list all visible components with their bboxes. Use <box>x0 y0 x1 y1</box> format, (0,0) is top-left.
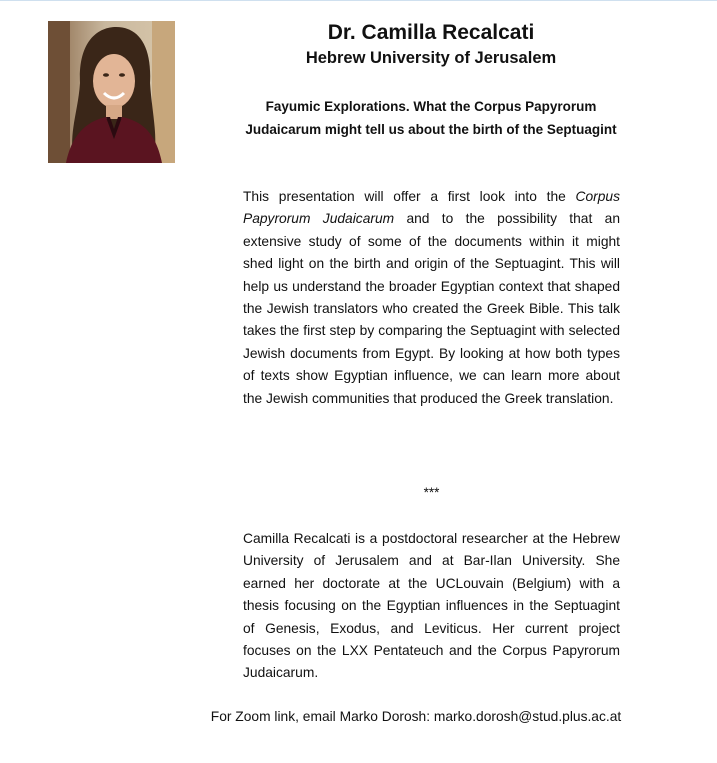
speaker-affiliation: Hebrew University of Jerusalem <box>305 49 557 67</box>
zoom-contact-line: For Zoom link, email Marko Dorosh: marko.dorosh@stud.plus.ac.at <box>210 709 622 724</box>
abstract-text-rest: and to the possibility that an extensive study of some of the documents within it might shed light on the birth and origin of the Septuagint. This will help us understand the broader Egyptian context that shaped the Jewish translators who created the Greek Bible. This talk takes the first step by comparing the Septuagint with selected Jewish documents from Egypt. By looking at how both types of texts show Egyptian influence, we can learn more about the Jewish communities that produced the Greek translation. <box>243 211 620 406</box>
speaker-photo <box>48 21 175 163</box>
talk-title: Fayumic Explorations. What the Corpus Papyrorum Judaicarum might tell us about the birth of the Septuagint <box>245 99 617 137</box>
speaker-name: Dr. Camilla Recalcati <box>327 21 535 44</box>
abstract-italic-title: Corpus Papyrorum Judaicarum <box>243 189 620 227</box>
abstract-text-start: This presentation will offer a first look into the <box>243 189 576 204</box>
speaker-bio: Camilla Recalcati is a postdoctoral researcher at the Hebrew University of Jerusalem and at Bar-Ilan University. She earned her doctorate at the UCLouvain (Belgium) with a thesis focusing on the Egyptian influences in the Septuagint of Genesis, Exodus, and Leviticus. Her current project focuses on the LXX Pentateuch and the Corpus Papyrorum Judaicarum. <box>243 531 620 681</box>
talk-abstract <box>243 186 620 410</box>
top-divider <box>0 0 717 1</box>
section-separator: *** <box>423 485 440 500</box>
